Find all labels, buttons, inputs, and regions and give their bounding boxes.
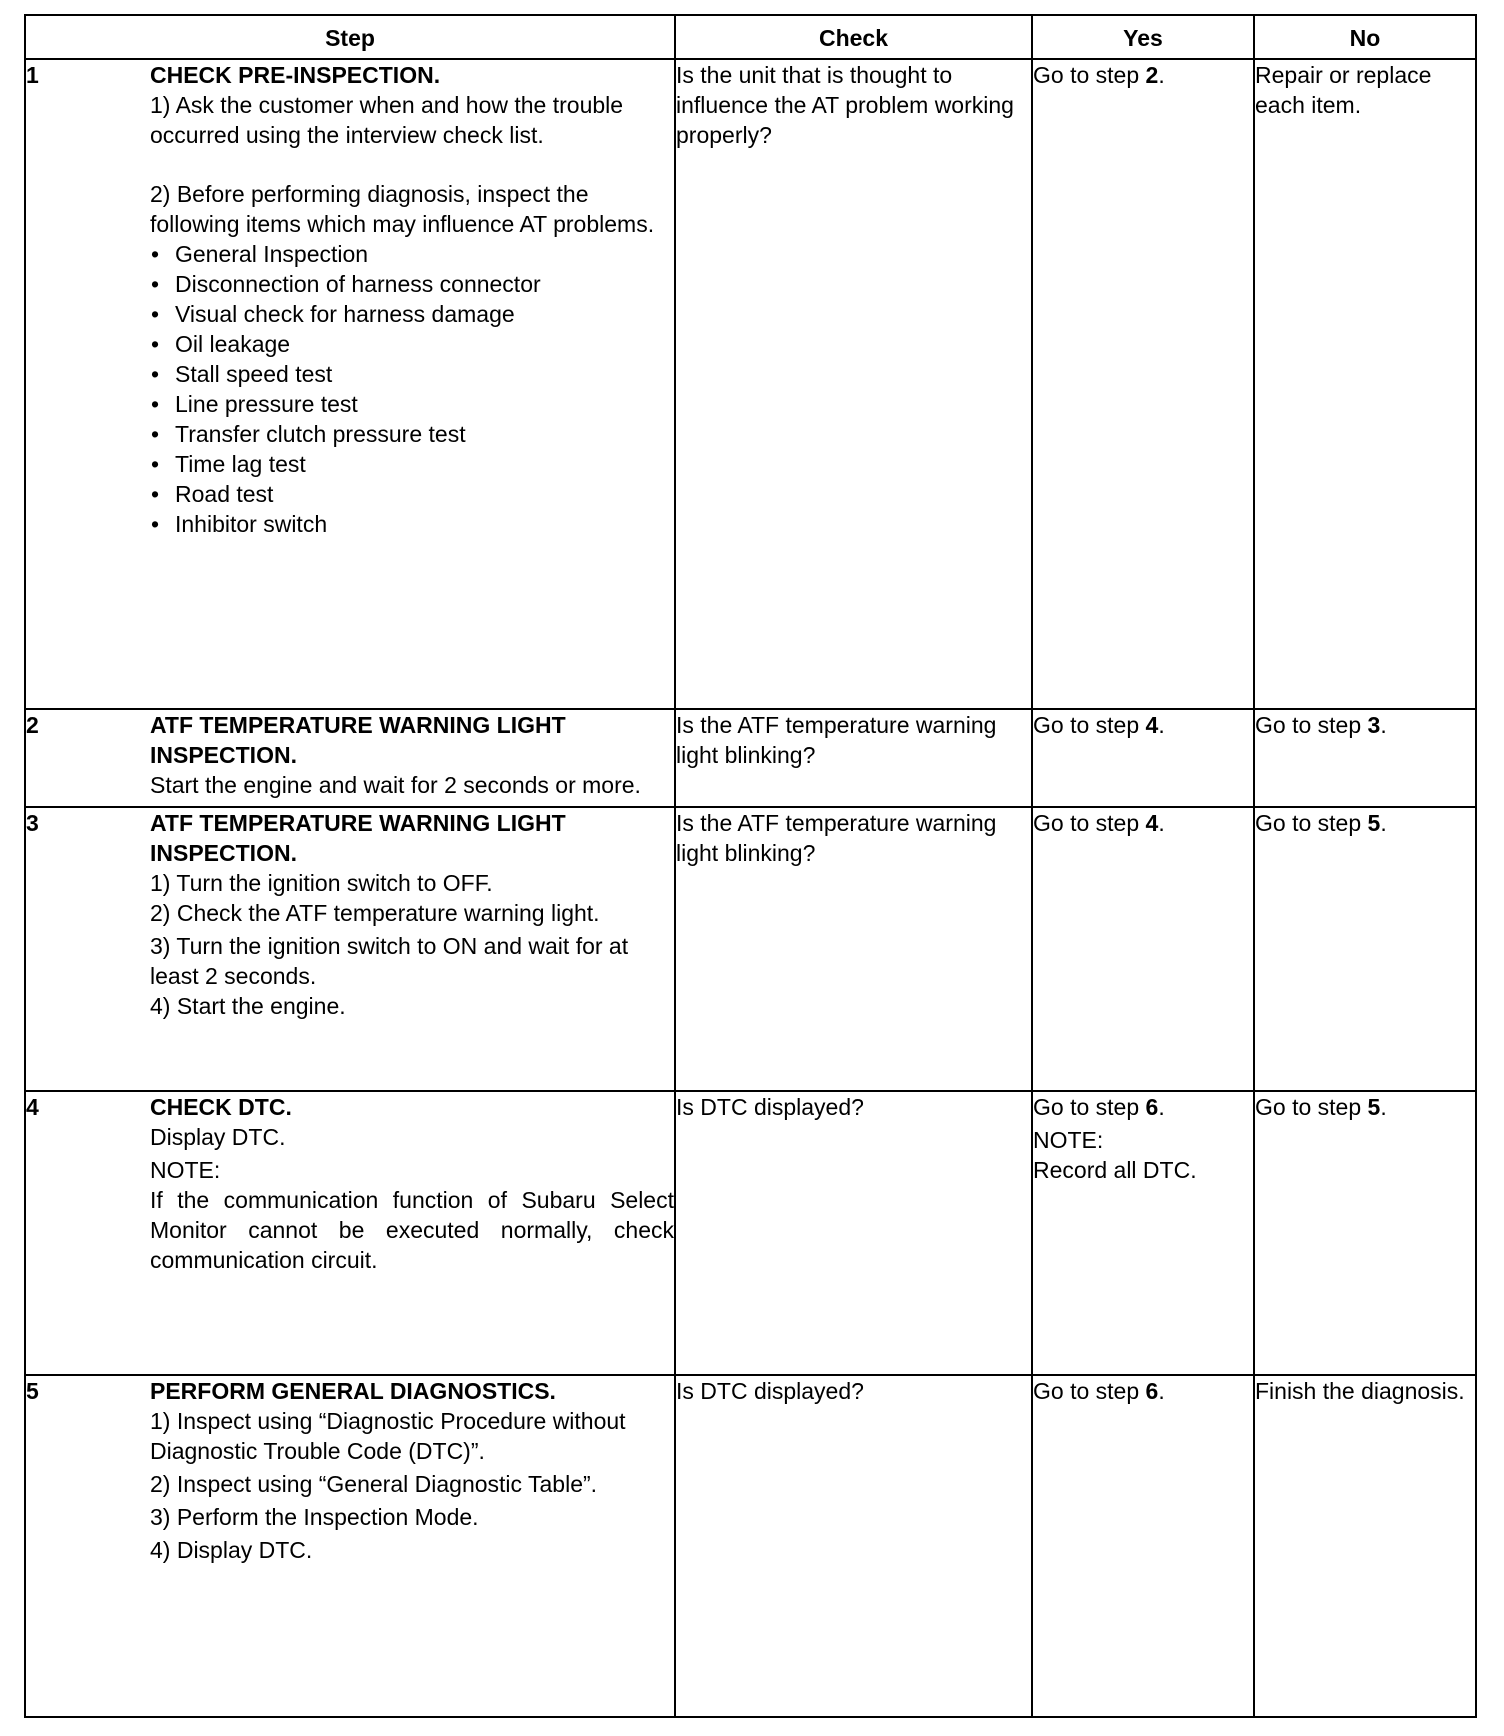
table-row (25, 709, 1476, 807)
no-cell: Finish the diagnosis. (1254, 1375, 1476, 1717)
step-number: 4 (26, 1094, 39, 1120)
step-title: CHECK DTC. (150, 1094, 292, 1120)
list-item: • Transfer clutch pressure test (150, 419, 674, 449)
yes-step-link: 2 (1145, 62, 1159, 88)
step-number: 3 (26, 810, 39, 836)
step-instruction: 3) Perform the Inspection Mode. (150, 1504, 479, 1530)
header-row (25, 15, 1476, 59)
no-cell: Go to step 5. (1254, 1091, 1476, 1375)
table-row (25, 1091, 1476, 1375)
note-text: Record all DTC. (1033, 1157, 1197, 1183)
no-step-link: 5 (1367, 810, 1381, 836)
no-cell: Go to step 3. (1254, 709, 1476, 807)
step-instruction: 4) Display DTC. (150, 1537, 313, 1563)
yes-cell: Go to step 6. (1032, 1375, 1254, 1717)
no-step-link: 3 (1367, 712, 1381, 738)
check-cell: Is DTC displayed? (675, 1375, 1032, 1717)
yes-step-link: 6 (1145, 1094, 1159, 1120)
no-text: Go to step (1255, 712, 1368, 738)
yes-text: Go to step (1033, 1094, 1146, 1120)
header-no: No (1254, 15, 1476, 59)
step-instruction: 4) Start the engine. (150, 993, 346, 1019)
note-label: NOTE: (1033, 1127, 1104, 1153)
yes-cell: Go to step 4. (1032, 807, 1254, 1091)
step-instruction: Display DTC. (150, 1124, 286, 1150)
list-item: • Inhibitor switch (150, 509, 674, 539)
list-item: • Oil leakage (150, 329, 674, 359)
header-yes: Yes (1032, 15, 1254, 59)
header-check: Check (675, 15, 1032, 59)
no-text: Go to step (1255, 1094, 1368, 1120)
check-cell: Is DTC displayed? (675, 1091, 1032, 1375)
step-number: 5 (26, 1378, 39, 1404)
note-text: If the communication function of Subaru Select Monitor cannot be executed normally, check communication circuit. (150, 1187, 674, 1273)
no-cell: Repair or replace each item. (1254, 59, 1476, 709)
table-row (25, 59, 1476, 709)
step-title: ATF TEMPERATURE WARNING LIGHT INSPECTION. (150, 810, 566, 866)
step-instruction: 2) Inspect using “General Diagnostic Table”. (150, 1471, 598, 1497)
step-cell (25, 1091, 675, 1375)
step-number: 1 (26, 62, 39, 88)
step-cell (25, 709, 675, 807)
yes-cell: Go to step 6. NOTE: Record all DTC. (1032, 1091, 1254, 1375)
table-row (25, 1375, 1476, 1717)
yes-cell: Go to step 4. (1032, 709, 1254, 807)
step-title: PERFORM GENERAL DIAGNOSTICS. (150, 1378, 556, 1404)
diagnostic-table (24, 14, 1477, 1718)
no-text: Go to step (1255, 810, 1368, 836)
list-item: • Stall speed test (150, 359, 674, 389)
step-cell (25, 1375, 675, 1717)
yes-step-link: 4 (1145, 712, 1159, 738)
no-cell: Go to step 5. (1254, 807, 1476, 1091)
step-instruction: 3) Turn the ignition switch to ON and wait for at least 2 seconds. (150, 933, 629, 989)
step-instruction: 1) Inspect using “Diagnostic Procedure without Diagnostic Trouble Code (DTC)”. (150, 1408, 626, 1464)
step-title: ATF TEMPERATURE WARNING LIGHT INSPECTION. (150, 712, 566, 768)
yes-text: Go to step (1033, 712, 1146, 738)
yes-cell: Go to step 2. (1032, 59, 1254, 709)
list-item: • Visual check for harness damage (150, 299, 674, 329)
yes-text: Go to step (1033, 62, 1146, 88)
header-step: Step (25, 15, 675, 59)
list-item: • Disconnection of harness connector (150, 269, 674, 299)
step-title: CHECK PRE-INSPECTION. (150, 62, 441, 88)
list-item: • Time lag test (150, 449, 674, 479)
step-instruction: Start the engine and wait for 2 seconds or more. (150, 772, 641, 798)
check-cell: Is the unit that is thought to influence the AT problem working properly? (675, 59, 1032, 709)
yes-text: Go to step (1033, 810, 1146, 836)
step-instruction: 1) Ask the customer when and how the trouble occurred using the interview check list. (150, 92, 624, 148)
step-number: 2 (26, 712, 39, 738)
step-instruction: 1) Turn the ignition switch to OFF. (150, 870, 493, 896)
list-item: • Road test (150, 479, 674, 509)
no-step-link: 5 (1367, 1094, 1381, 1120)
yes-text: Go to step (1033, 1378, 1146, 1404)
list-item: • General Inspection (150, 239, 674, 269)
check-cell: Is the ATF temperature warning light blinking? (675, 709, 1032, 807)
note-label: NOTE: (150, 1157, 221, 1183)
step-instruction: 2) Before performing diagnosis, inspect the following items which may influence AT problems. (150, 181, 655, 237)
yes-step-link: 6 (1145, 1378, 1159, 1404)
inspection-list (150, 239, 674, 539)
list-item: • Line pressure test (150, 389, 674, 419)
step-cell (25, 59, 675, 709)
yes-step-link: 4 (1145, 810, 1159, 836)
table-row (25, 807, 1476, 1091)
step-cell (25, 807, 675, 1091)
check-cell: Is the ATF temperature warning light blinking? (675, 807, 1032, 1091)
step-instruction: 2) Check the ATF temperature warning light. (150, 900, 600, 926)
